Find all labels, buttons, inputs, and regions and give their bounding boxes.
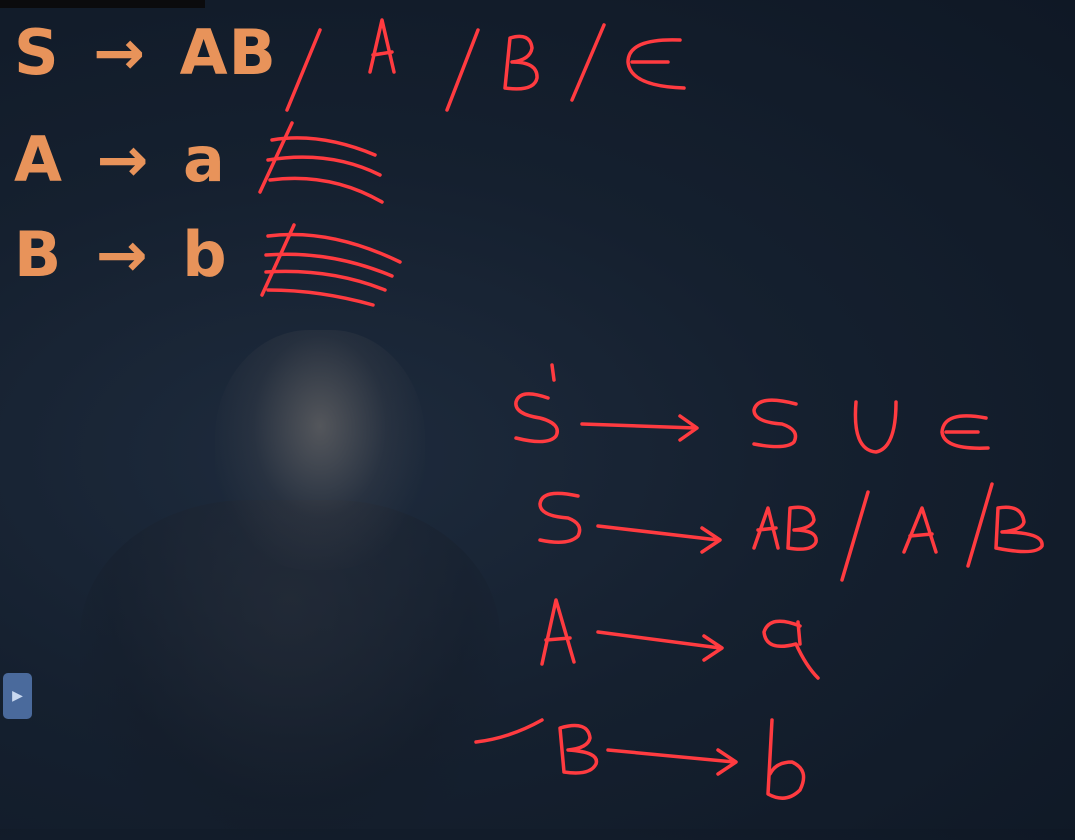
side-panel-toggle[interactable] [3, 673, 32, 719]
hw-rule4-ink [476, 720, 804, 798]
rule-lhs: A [14, 123, 63, 196]
arrow-icon: → [95, 218, 149, 291]
hw-top-alternatives [287, 20, 684, 110]
hw-rule2-ink [540, 484, 1042, 580]
rule-lhs: B [14, 218, 63, 291]
play-triangle-icon: ▶ [12, 688, 23, 704]
rule-rhs: a [182, 123, 226, 196]
rule-lhs: S [14, 16, 60, 89]
rule-rhs: b [182, 218, 228, 291]
hw-rule1-ink [516, 365, 988, 452]
rule-rhs: AB [179, 16, 277, 89]
arrow-icon: → [96, 123, 150, 196]
hw-rule3-ink [542, 600, 818, 678]
arrow-icon: → [93, 16, 147, 89]
hw-strikeouts [260, 123, 400, 305]
